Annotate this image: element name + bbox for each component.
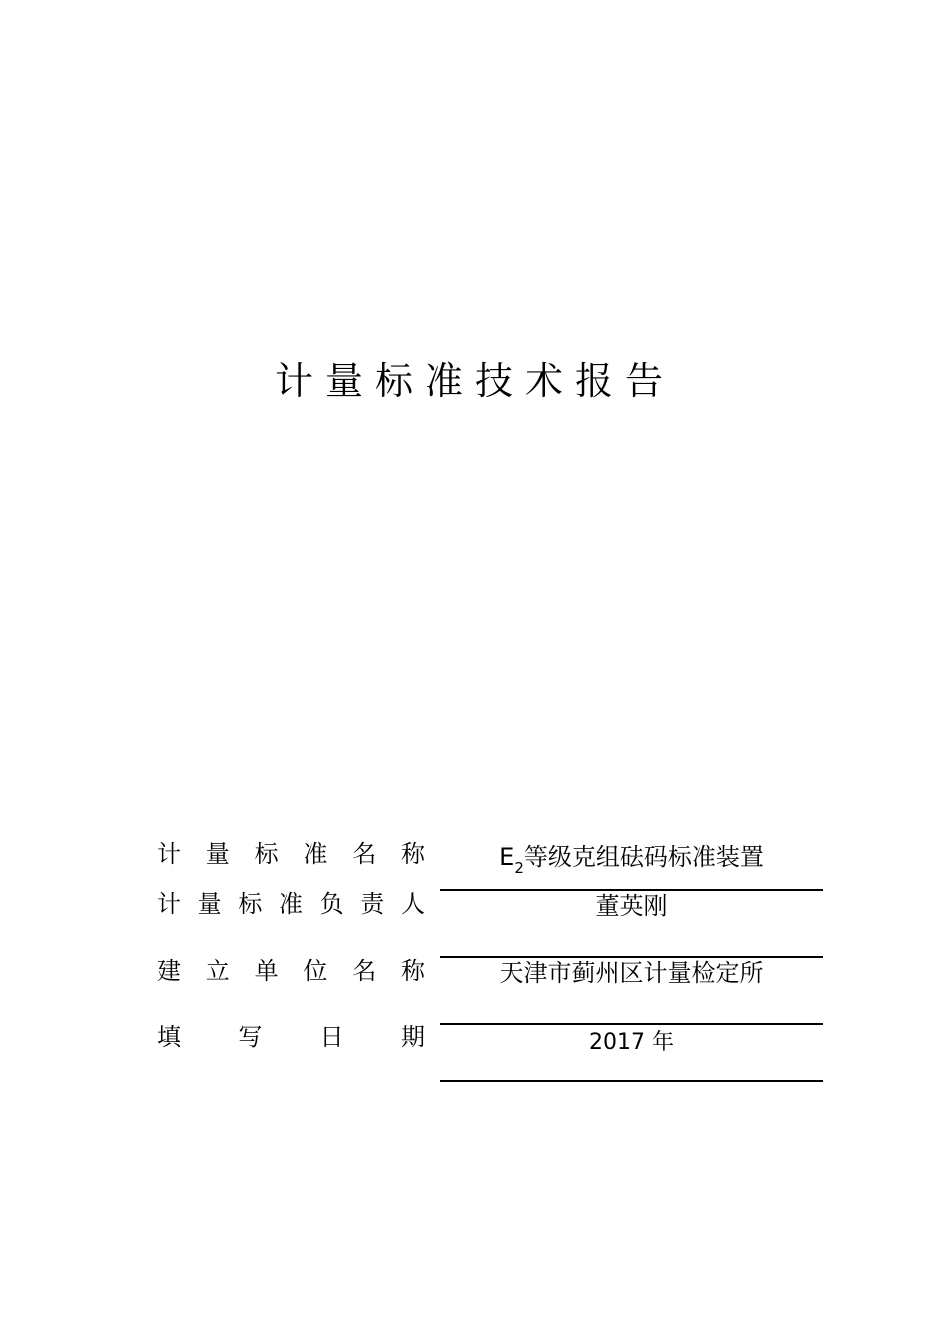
label-char: 位 [303, 957, 328, 985]
label-char: 填 [157, 1023, 181, 1051]
label-char: 量 [205, 840, 230, 868]
label-fill-date [157, 1021, 425, 1053]
value-establishing-unit: 天津市蓟州区计量检定所 [499, 959, 764, 987]
document-title: 计量标准技术报告 [274, 359, 675, 403]
label-char: 计 [157, 840, 181, 868]
label-char: 人 [400, 890, 425, 918]
label-char: 单 [254, 957, 279, 985]
label-char: 量 [197, 890, 222, 918]
value-responsible-person: 董英刚 [595, 892, 668, 920]
value-standard-name-main: E [499, 843, 515, 871]
value-standard-name-rest: 等级克组砝码标准装置 [523, 843, 764, 871]
label-responsible-person [157, 888, 425, 920]
label-char: 立 [205, 957, 230, 985]
label-char: 写 [238, 1023, 263, 1051]
label-char: 称 [400, 840, 425, 868]
value-fill-date: 2017 年 [589, 1030, 674, 1055]
label-char: 计 [157, 890, 181, 918]
label-char: 建 [157, 957, 181, 985]
underline-establishing-unit [440, 1023, 823, 1025]
label-char: 名 [352, 957, 377, 985]
label-standard-name [157, 838, 425, 870]
label-char: 期 [400, 1023, 425, 1051]
label-char: 准 [303, 840, 328, 868]
label-char: 称 [400, 957, 425, 985]
value-standard-name-subscript: 2 [514, 859, 524, 877]
value-standard-name [440, 841, 823, 877]
underline-fill-date [440, 1080, 823, 1082]
label-char: 标 [254, 840, 279, 868]
label-establishing-unit [157, 955, 425, 987]
label-char: 负 [319, 890, 344, 918]
label-char: 责 [360, 890, 385, 918]
label-char: 准 [278, 890, 303, 918]
label-char: 名 [352, 840, 377, 868]
label-char: 日 [319, 1023, 344, 1051]
label-char: 标 [238, 890, 263, 918]
